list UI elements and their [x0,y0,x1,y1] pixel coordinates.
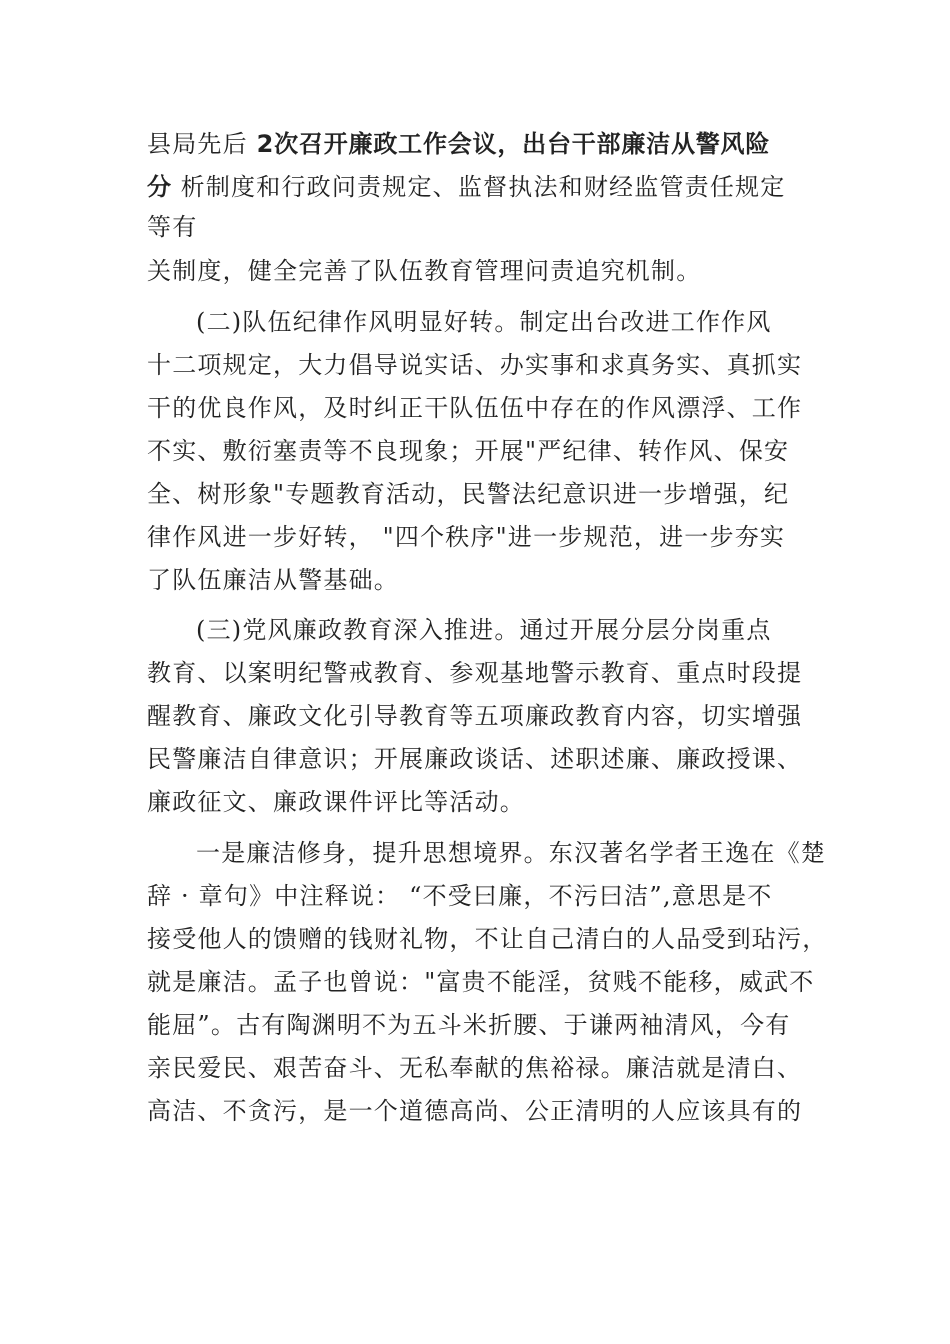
paragraph-1-line-3: 等有 [147,213,198,241]
paragraph-2-line-7: 了队伍廉洁从警基础。 [147,566,399,594]
paragraph-1-line-1-bold: 2次召开廉政工作会议，出台干部廉洁从警风险 [256,130,771,158]
paragraph-4-line-6: 亲民爱民、艰苦奋斗、无私奉献的焦裕禄。廉洁就是清白、 [147,1054,803,1082]
paragraph-4-line-4: 就是廉洁。孟子也曾说："富贵不能淫，贫贱不能移，威武不 [147,968,815,996]
paragraph-1-line-2 [147,170,817,204]
paragraph-1-line-1-prefix: 县局先后 [147,130,257,158]
paragraph-1-line-4: 关制度，健全完善了队伍教育管理问责追究机制。 [147,257,702,285]
paragraph-4-line-2: 辞 · 章句》中注释说： “不受曰廉，不污曰洁”,意思是不 [147,882,773,910]
paragraph-2-line-4: 不实、敷衍塞责等不良现象；开展"严纪律、转作风、保安 [147,437,790,465]
paragraph-4-line-3: 接受他人的馈赠的钱财礼物，不让自己清白的人品受到玷污， [147,925,828,953]
paragraph-1-line-2-rest: 析制度和行政问责规定、监督执法和财经监管责任规定 [171,173,786,201]
paragraph-4-line-7: 高洁、不贪污，是一个道德高尚、公正清明的人应该具有的 [147,1097,803,1125]
paragraph-3-line-2: 教育、以案明纪警戒教育、参观基地警示教育、重点时段提 [147,659,803,687]
paragraph-2-line-6: 律作风进一步好转， "四个秩序"进一步规范，进一步夯实 [147,523,786,551]
paragraph-2-line-5: 全、树形象"专题教育活动，民警法纪意识进一步增强，纪 [147,480,790,508]
paragraph-1-line-1 [147,127,817,161]
paragraph-3-line-5: 廉政征文、廉政课件评比等活动。 [147,788,525,816]
paragraph-3-line-1: (三)党风廉政教育深入推进。通过开展分层分岗重点 [196,616,772,644]
paragraph-4-line-1: 一是廉洁修身，提升思想境界。东汉著名学者王逸在《楚 [196,839,826,867]
paragraph-3-line-4: 民警廉洁自律意识；开展廉政谈话、述职述廉、廉政授课、 [147,745,803,773]
paragraph-2-line-1: (二)队伍纪律作风明显好转。制定出台改进工作作风 [196,308,772,336]
paragraph-2-line-3: 干的优良作风，及时纠正干队伍伍中存在的作风漂浮、工作 [147,394,803,422]
paragraph-3-line-3: 醒教育、廉政文化引导教育等五项廉政教育内容，切实增强 [147,702,803,730]
paragraph-4-line-5: 能屈”。古有陶渊明不为五斗米折腰、于谦两袖清风，今有 [147,1011,791,1039]
paragraph-2-line-2: 十二项规定，大力倡导说实话、办实事和求真务实、真抓实 [147,351,803,379]
paragraph-1-line-2-bold: 分 [147,173,172,201]
